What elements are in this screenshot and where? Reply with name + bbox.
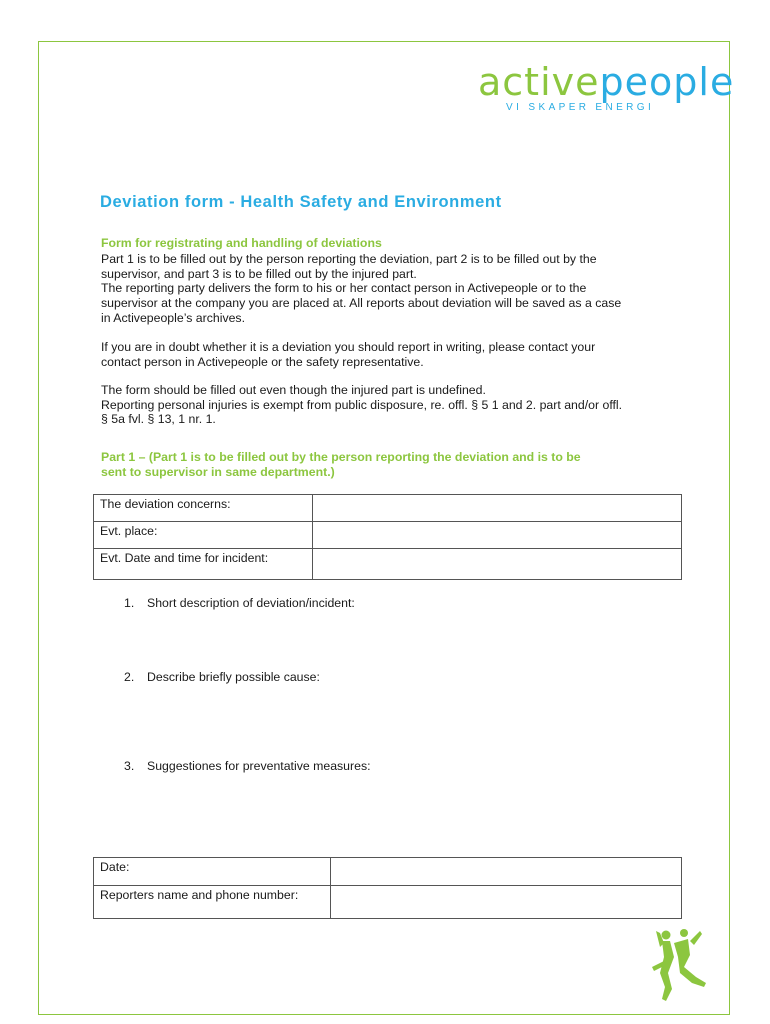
place-field[interactable] bbox=[313, 522, 682, 549]
incident-info-table bbox=[93, 494, 682, 580]
intro-paragraph-2: If you are in doubt whether it is a deviation you should report in writing, please contact your contact person in Activepeople or the safety representative. bbox=[101, 340, 596, 369]
question-1: 1. Short description of deviation/incident: bbox=[124, 596, 355, 610]
reporter-name-field[interactable] bbox=[331, 886, 682, 919]
reporter-name-label: Reporters name and phone number: bbox=[94, 886, 331, 919]
logo-tagline: VI SKAPER ENERGI bbox=[506, 102, 655, 113]
table-row bbox=[94, 886, 682, 919]
deviation-concerns-field[interactable] bbox=[313, 495, 682, 522]
table-row bbox=[94, 549, 682, 580]
intro-paragraph-3: The form should be filled out even though the injured part is undefined. Reporting personal injuries is exempt from public disposure, re. offl. § 5 1 and 2. part and/or offl. § 5a fvl. § 13, 1 nr. 1. bbox=[101, 383, 623, 427]
place-label: Evt. place: bbox=[94, 522, 313, 549]
jumping-people-icon bbox=[644, 927, 714, 1003]
logo-wordmark: activepeople bbox=[478, 60, 735, 104]
table-row bbox=[94, 522, 682, 549]
date-time-field[interactable] bbox=[313, 549, 682, 580]
intro-heading: Form for registrating and handling of deviations bbox=[101, 236, 382, 250]
table-row bbox=[94, 495, 682, 522]
activepeople-logo bbox=[478, 60, 735, 113]
date-field[interactable] bbox=[331, 858, 682, 886]
deviation-concerns-label: The deviation concerns: bbox=[94, 495, 313, 522]
date-time-label: Evt. Date and time for incident: bbox=[94, 549, 313, 580]
question-3: 3. Suggestiones for preventative measures: bbox=[124, 759, 371, 773]
part1-heading: Part 1 – (Part 1 is to be filled out by the person reporting the deviation and is to be sent to supervisor in same department.) bbox=[101, 450, 581, 479]
intro-paragraph-1: Part 1 is to be filled out by the person reporting the deviation, part 2 is to be filled out by the supervisor, and part 3 is to be filled out by the injured part. The reporting party delivers the form to his or her contact person in Activepeople or to the supervisor at the company you are placed at. All reports about deviation will be saved as a case in Activepeople’s archives. bbox=[101, 252, 622, 325]
question-2: 2. Describe briefly possible cause: bbox=[124, 670, 320, 684]
form-title: Deviation form - Health Safety and Environment bbox=[100, 193, 502, 211]
date-label: Date: bbox=[94, 858, 331, 886]
reporter-table bbox=[93, 857, 682, 919]
table-row bbox=[94, 858, 682, 886]
